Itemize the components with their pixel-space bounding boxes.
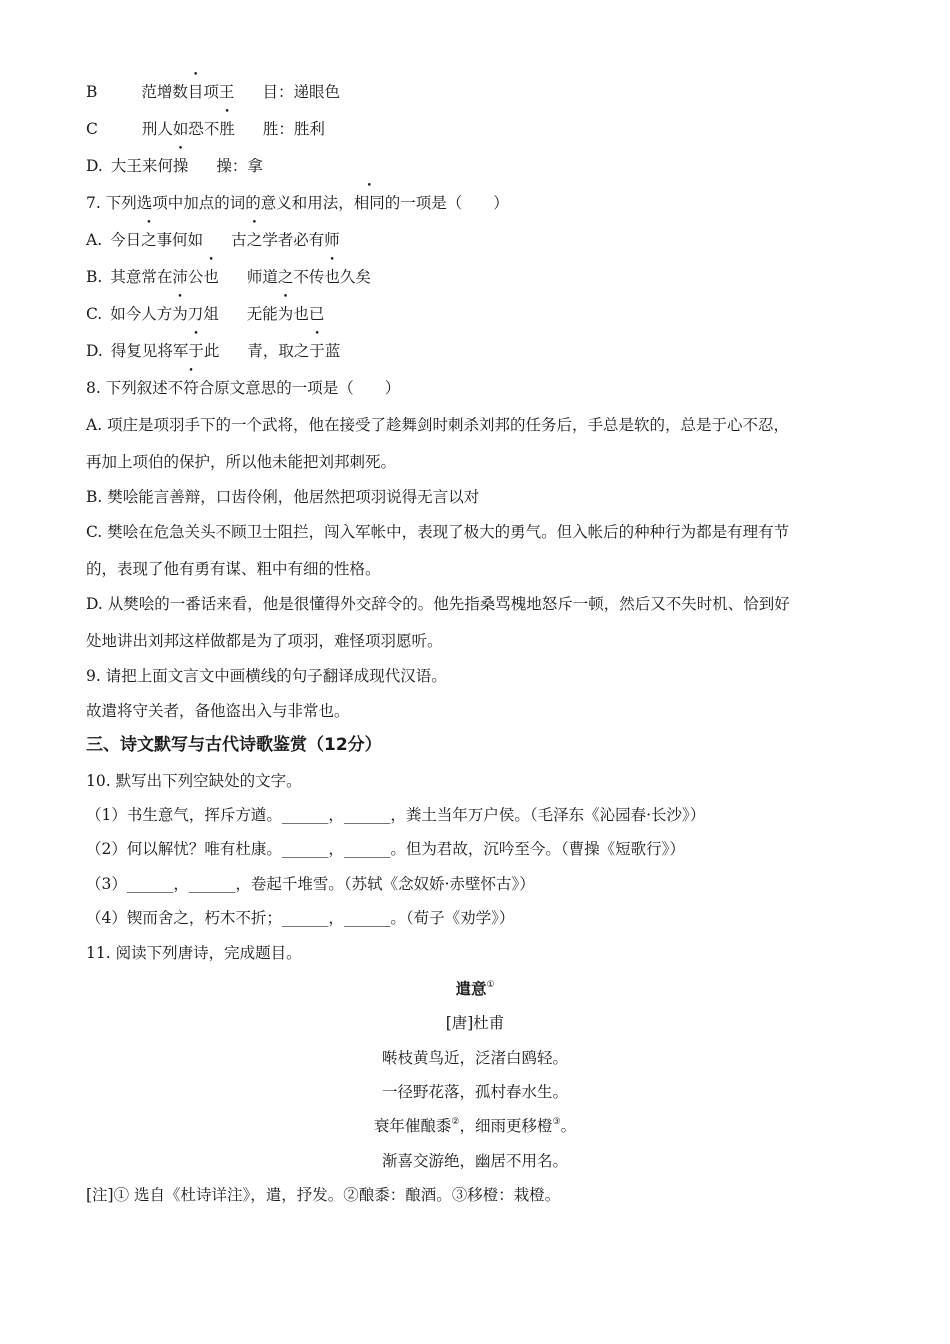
q7-option-d: D. 得复见将军于此 青，取之于蓝 — [86, 342, 341, 360]
q10-stem: 10. 默写出下列空缺处的文字。 — [86, 772, 302, 790]
emphasis-dot-char: 也 — [324, 268, 340, 286]
q10-item-4: （4）锲而舍之，朽木不折；______，______。（荀子《劝学》） — [86, 909, 515, 927]
q7-stem: 7. 下列选项中加点的词的意义和用法，相同的一项是（ ） — [86, 194, 509, 212]
q11-stem: 11. 阅读下列唐诗，完成题目。 — [86, 944, 302, 962]
poem-line-2: 一径野花落，孤村春水生。 — [381, 1083, 568, 1101]
emphasis-dot-char: 之 — [141, 231, 157, 249]
q8-option-a-line1: A. 项庄是项羽手下的一个武将，他在接受了趁舞剑时刺杀刘邦的任务后，手总是软的，总是于心不忍， — [86, 416, 790, 434]
poem-line-3: 衰年催酿黍②，细雨更移橙③。 — [373, 1117, 577, 1135]
q6-option-c: C 刑人如恐不胜 胜：胜利 — [86, 120, 325, 138]
q8-option-d-line2: 处地讲出刘邦这样做都是为了项羽，难怪项羽愿听。 — [86, 632, 443, 650]
poem-title: 遣意① — [455, 980, 495, 998]
emphasis-dot-char: 也 — [203, 268, 219, 286]
emphasis-dot-char: 为 — [172, 305, 188, 323]
q8-stem: 8. 下列叙述不符合原文意思的一项是（ ） — [86, 379, 401, 397]
emphasis-dot-char: 之 — [246, 231, 263, 249]
q10-item-1: （1）书生意气，挥斥方遒。______，______，粪土当年万户侯。（毛泽东《沁园春·长沙》） — [86, 806, 706, 824]
q6-option-b: B 范增数目项王 目：递眼色 — [86, 83, 340, 101]
q7-option-b: B. 其意常在沛公也 师道之不传也久矣 — [86, 268, 371, 286]
emphasis-dot-char: 操 — [172, 157, 189, 175]
q10-item-2: （2）何以解忧？唯有杜康。______，______。但为君故，沉吟至今。（曹操《短歌行》） — [86, 840, 685, 858]
q8-option-c-line2: 的，表现了他有勇有谋、粗中有细的性格。 — [86, 560, 381, 578]
q9-sentence: 故遣将守关者，备他盗出入与非常也。 — [86, 702, 350, 720]
q10-item-3: （3）______，______，卷起千堆雪。（苏轼《念奴娇·赤壁怀古》） — [86, 875, 535, 893]
emphasis-dot-char: 相同 — [353, 194, 385, 212]
q9-stem: 9. 请把上面文言文中画横线的句子翻译成现代汉语。 — [86, 667, 447, 685]
q6-option-d: D. 大王来何操 操：拿 — [86, 157, 263, 175]
emphasis-dot-char: 目 — [187, 83, 204, 101]
section-3-heading: 三、诗文默写与古代诗歌鉴赏（12分） — [86, 735, 382, 755]
emphasis-dot-char: 胜 — [219, 120, 235, 138]
poem-note: [注]① 选自《杜诗详注》，遣，抒发。②酿黍：酿酒。③移橙：栽橙。 — [86, 1186, 561, 1204]
q7-option-c: C. 如今人方为刀俎 无能为也已 — [86, 305, 325, 323]
q8-option-d-line1: D. 从樊哙的一番话来看，他是很懂得外交辞令的。他先指桑骂槐地怒斥一顿，然后又不失时机、恰到好 — [86, 595, 790, 613]
poem-author: [唐]杜甫 — [445, 1014, 505, 1032]
emphasis-dot-char: 为 — [277, 305, 294, 323]
q7-option-a: A. 今日之事何如 古之学者必有师 — [86, 231, 340, 249]
poem-line-1: 啭枝黄鸟近，泛渚白鸥轻。 — [381, 1049, 568, 1067]
poem-line-4: 渐喜交游绝，幽居不用名。 — [381, 1152, 568, 1170]
q8-option-c-line1: C. 樊哙在危急关头不顾卫士阻拦，闯入军帐中，表现了极大的勇气。但入帐后的种种行为都是有理有节 — [86, 523, 790, 541]
emphasis-dot-char: 于 — [309, 342, 325, 360]
q8-option-b: B. 樊哙能言善辩，口齿伶俐，他居然把项羽说得无言以对 — [86, 488, 480, 506]
q8-option-a-line2: 再加上项伯的保护，所以他未能把刘邦刺死。 — [86, 453, 397, 471]
emphasis-dot-char: 于 — [188, 342, 204, 360]
emphasis-dot-char: 不符合 — [167, 379, 215, 397]
